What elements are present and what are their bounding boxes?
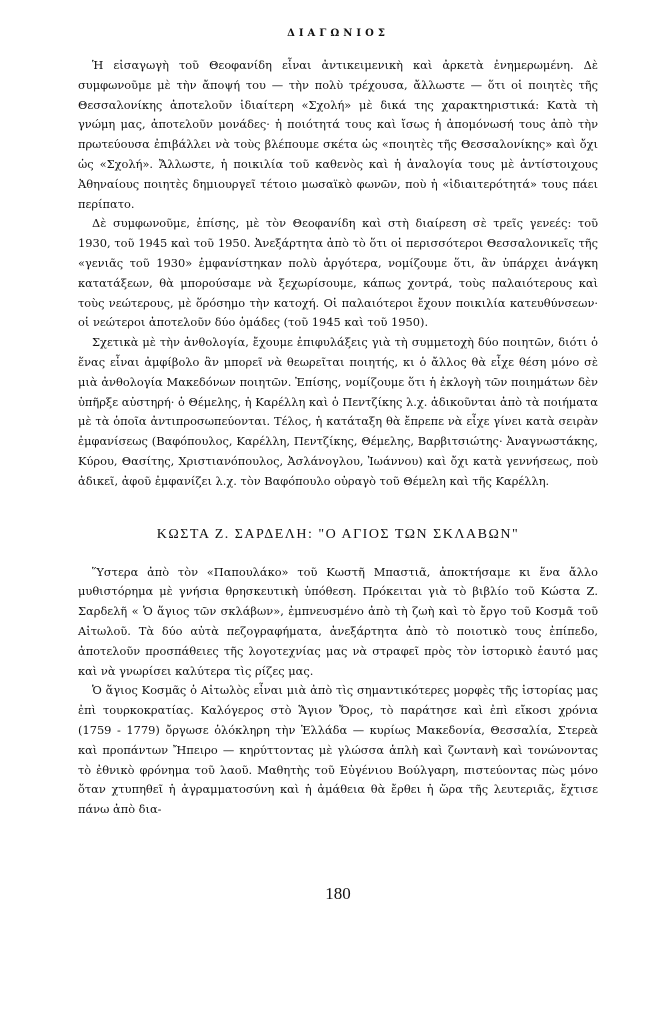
paragraph: Δὲ συμφωνοῦμε, ἐπίσης, μὲ τὸν Θεοφανίδη καὶ στὴ διαίρεση σὲ τρεῖς γενεές: τοῦ 1930, τοῦ 1945 καὶ τοῦ 1950. Ἀνεξάρτητα ἀπὸ τὸ ὅτι οἱ περισσότεροι Θεσσαλονικεῖς τῆς «γενιᾶς τοῦ 1930» ἐμφανίστηκαν πολὺ ἀργότερα, νομίζουμε ὅτι, ἂν ὑπάρχει ἀνάγκη κατατάξεων, θὰ μπορούσαμε νὰ ξεχωρίσουμε, κάπως χοντρά, τοὺς παλαιότερους καὶ τοὺς νεώτερους, μὲ ὅρόσημο τὴν κατοχή. Οἱ παλαιότεροι ἔχουν ποικιλία κατευθύνσεων· οἱ νεώτεροι ἀποτελοῦν δύο ὁμάδες (τοῦ 1945 καὶ τοῦ 1950). xyxy=(78,216,598,330)
paragraph: Ἡ εἰσαγωγὴ τοῦ Θεοφανίδη εἶναι ἀντικειμενικὴ καὶ ἀρκετὰ ἐνημερωμένη. Δὲ συμφωνοῦμε μὲ τὴν ἄποψή του — τὴν πολὺ τρέχουσα, ἄλλωστε — ὅτι οἱ ποιητὲς τῆς Θεσσαλονίκης ἀποτελοῦν ἰδιαίτερη «Σχολή» μὲ δικά της χαρακτηριστικά: Κατὰ τὴ γνώμη μας, ἀποτελοῦν μονάδες· ἡ ποιότητά τους καὶ ἴσως ἡ ἀπομόνωσή τους ἀπὸ τὴν πρωτεύουσα ἐπιβάλλει νὰ τοὺς βλέπουμε σκέτα ὡς «ποιητὲς τῆς Θεσσαλονίκης» καὶ ὄχι ὡς «Σχολή». Ἄλλωστε, ἡ ποικιλία τοῦ καθενὸς καὶ ἡ ἀναλογία τους μὲ ἀντίστοιχους Ἀθηναίους ποιητὲς δημιουργεῖ τέτοιο μωσαϊκὸ φωνῶν, ποὺ ἡ «ἰδιαιτερότητά» τους πάει περίπατο. xyxy=(78,58,598,211)
paragraph: Σχετικὰ μὲ τὴν ἀνθολογία, ἔχουμε ἐπιφυλάξεις γιὰ τὴ συμμετοχὴ δύο ποιητῶν, διότι ὁ ἕνας εἶναι ἀμφίβολο ἂν μπορεῖ νὰ θεωρεῖται ποιητής, κι ὁ ἄλλος θὰ εἶχε θέση μόνο σὲ μιὰ ἀνθολογία Μακεδόνων ποιητῶν. Ἐπίσης, νομίζουμε ὅτι ἡ ἐκλογὴ τῶν ποιημάτων δὲν ὑπῆρξε αὐστηρή· ὁ Θέμελης, ἡ Καρέλλη καὶ ὁ Πεντζίκης λ.χ. ἀδικοῦνται ἀπὸ τὰ ποιήματα μὲ τὰ ὁποῖα ἀντιπροσωπεύονται. Τέλος, ἡ κατάταξη θὰ ἔπρεπε νὰ εἶχε γίνει κατὰ σειρὰν ἐμφανίσεως (Βαφόπουλος, Καρέλλη, Πεντζίκης, Θέμελης, Βαρβιτσιώτης· Ἀναγνωστάκης, Κύρου, Θασίτης, Χριστιανόπουλος, Ἀσλάνογλου, Ἰωάννου) καὶ ὄχι κατὰ γεννήσεως, ποὺ ἀδικεῖ, ἀφοῦ ἐμφανίζει λ.χ. τὸν Βαφόπουλο οὐραγὸ τοῦ Θέμελη καὶ τῆς Καρέλλη. xyxy=(78,335,598,488)
body-text xyxy=(78,56,598,820)
page-number: 180 xyxy=(325,884,351,903)
paragraph: Ὕστερα ἀπὸ τὸν «Παπουλάκο» τοῦ Κωστῆ Μπαστιᾶ, ἀποκτήσαμε κι ἕνα ἄλλο μυθιστόρημα μὲ γνήσια θρησκευτικὴ ὑπόθεση. Πρόκειται γιὰ τὸ βιβλίο τοῦ Κώστα Ζ. Σαρδελῆ « Ὁ ἅγιος τῶν σκλάβων», ἐμπνευσμένο ἀπὸ τὴ ζωὴ καὶ τὸ ἔργο τοῦ Κοσμᾶ τοῦ Αἰτωλοῦ. Τὰ δύο αὐτὰ πεζογραφήματα, ἀνεξάρτητα ἀπὸ τὸ ποιοτικὸ τους ἐπίπεδο, ἀποτελοῦν προσπάθειες τῆς λογοτεχνίας μας νὰ στραφεῖ πρὸς τὸν ἱστορικὸ ἑαυτό μας καὶ νὰ γνωρίσει καλύτερα τὶς ρίζες μας. xyxy=(78,564,598,678)
running-head: ΔΙΑΓΩΝΙΟΣ xyxy=(287,28,389,39)
paragraph: Ὁ ἅγιος Κοσμᾶς ὁ Αἰτωλὸς εἶναι μιὰ ἀπὸ τὶς σημαντικότερες μορφὲς τῆς ἱστορίας μας ἐπὶ τουρκοκρατίας. Καλόγερος στὸ Ἅγιον Ὄρος, τὸ παράτησε καὶ ἐπὶ εἴκοσι χρόνια (1759 - 1779) ὄργωσε ὁλόκληρη τὴν Ἑλλάδα — κυρίως Μακεδονία, Θεσσαλία, Στερεὰ καὶ προπάντων Ἤπειρο — κηρύττοντας μὲ γλώσσα ἁπλὴ καὶ ζωντανὴ καὶ τονώνοντας τὸ ἐθνικὸ φρόνημα τοῦ λαοῦ. Μαθητὴς τοῦ Εὐγένιου Βούλγαρη, πιστεύοντας πὼς μόνο ὅταν χτυπηθεῖ ἡ ἀγραμματοσύνη καὶ ἡ ἀμάθεια θὰ ἔρθει ἡ ὥρα τῆς λευτεριᾶς, ἔχτισε πάνω ἀπὸ δια- xyxy=(78,683,598,817)
section-heading: ΚΩΣΤΑ Ζ. ΣΑΡΔΕΛΗ: "Ο ΑΓΙΟΣ ΤΩΝ ΣΚΛΑΒΩΝ" xyxy=(156,526,520,542)
book-page xyxy=(78,0,598,1024)
